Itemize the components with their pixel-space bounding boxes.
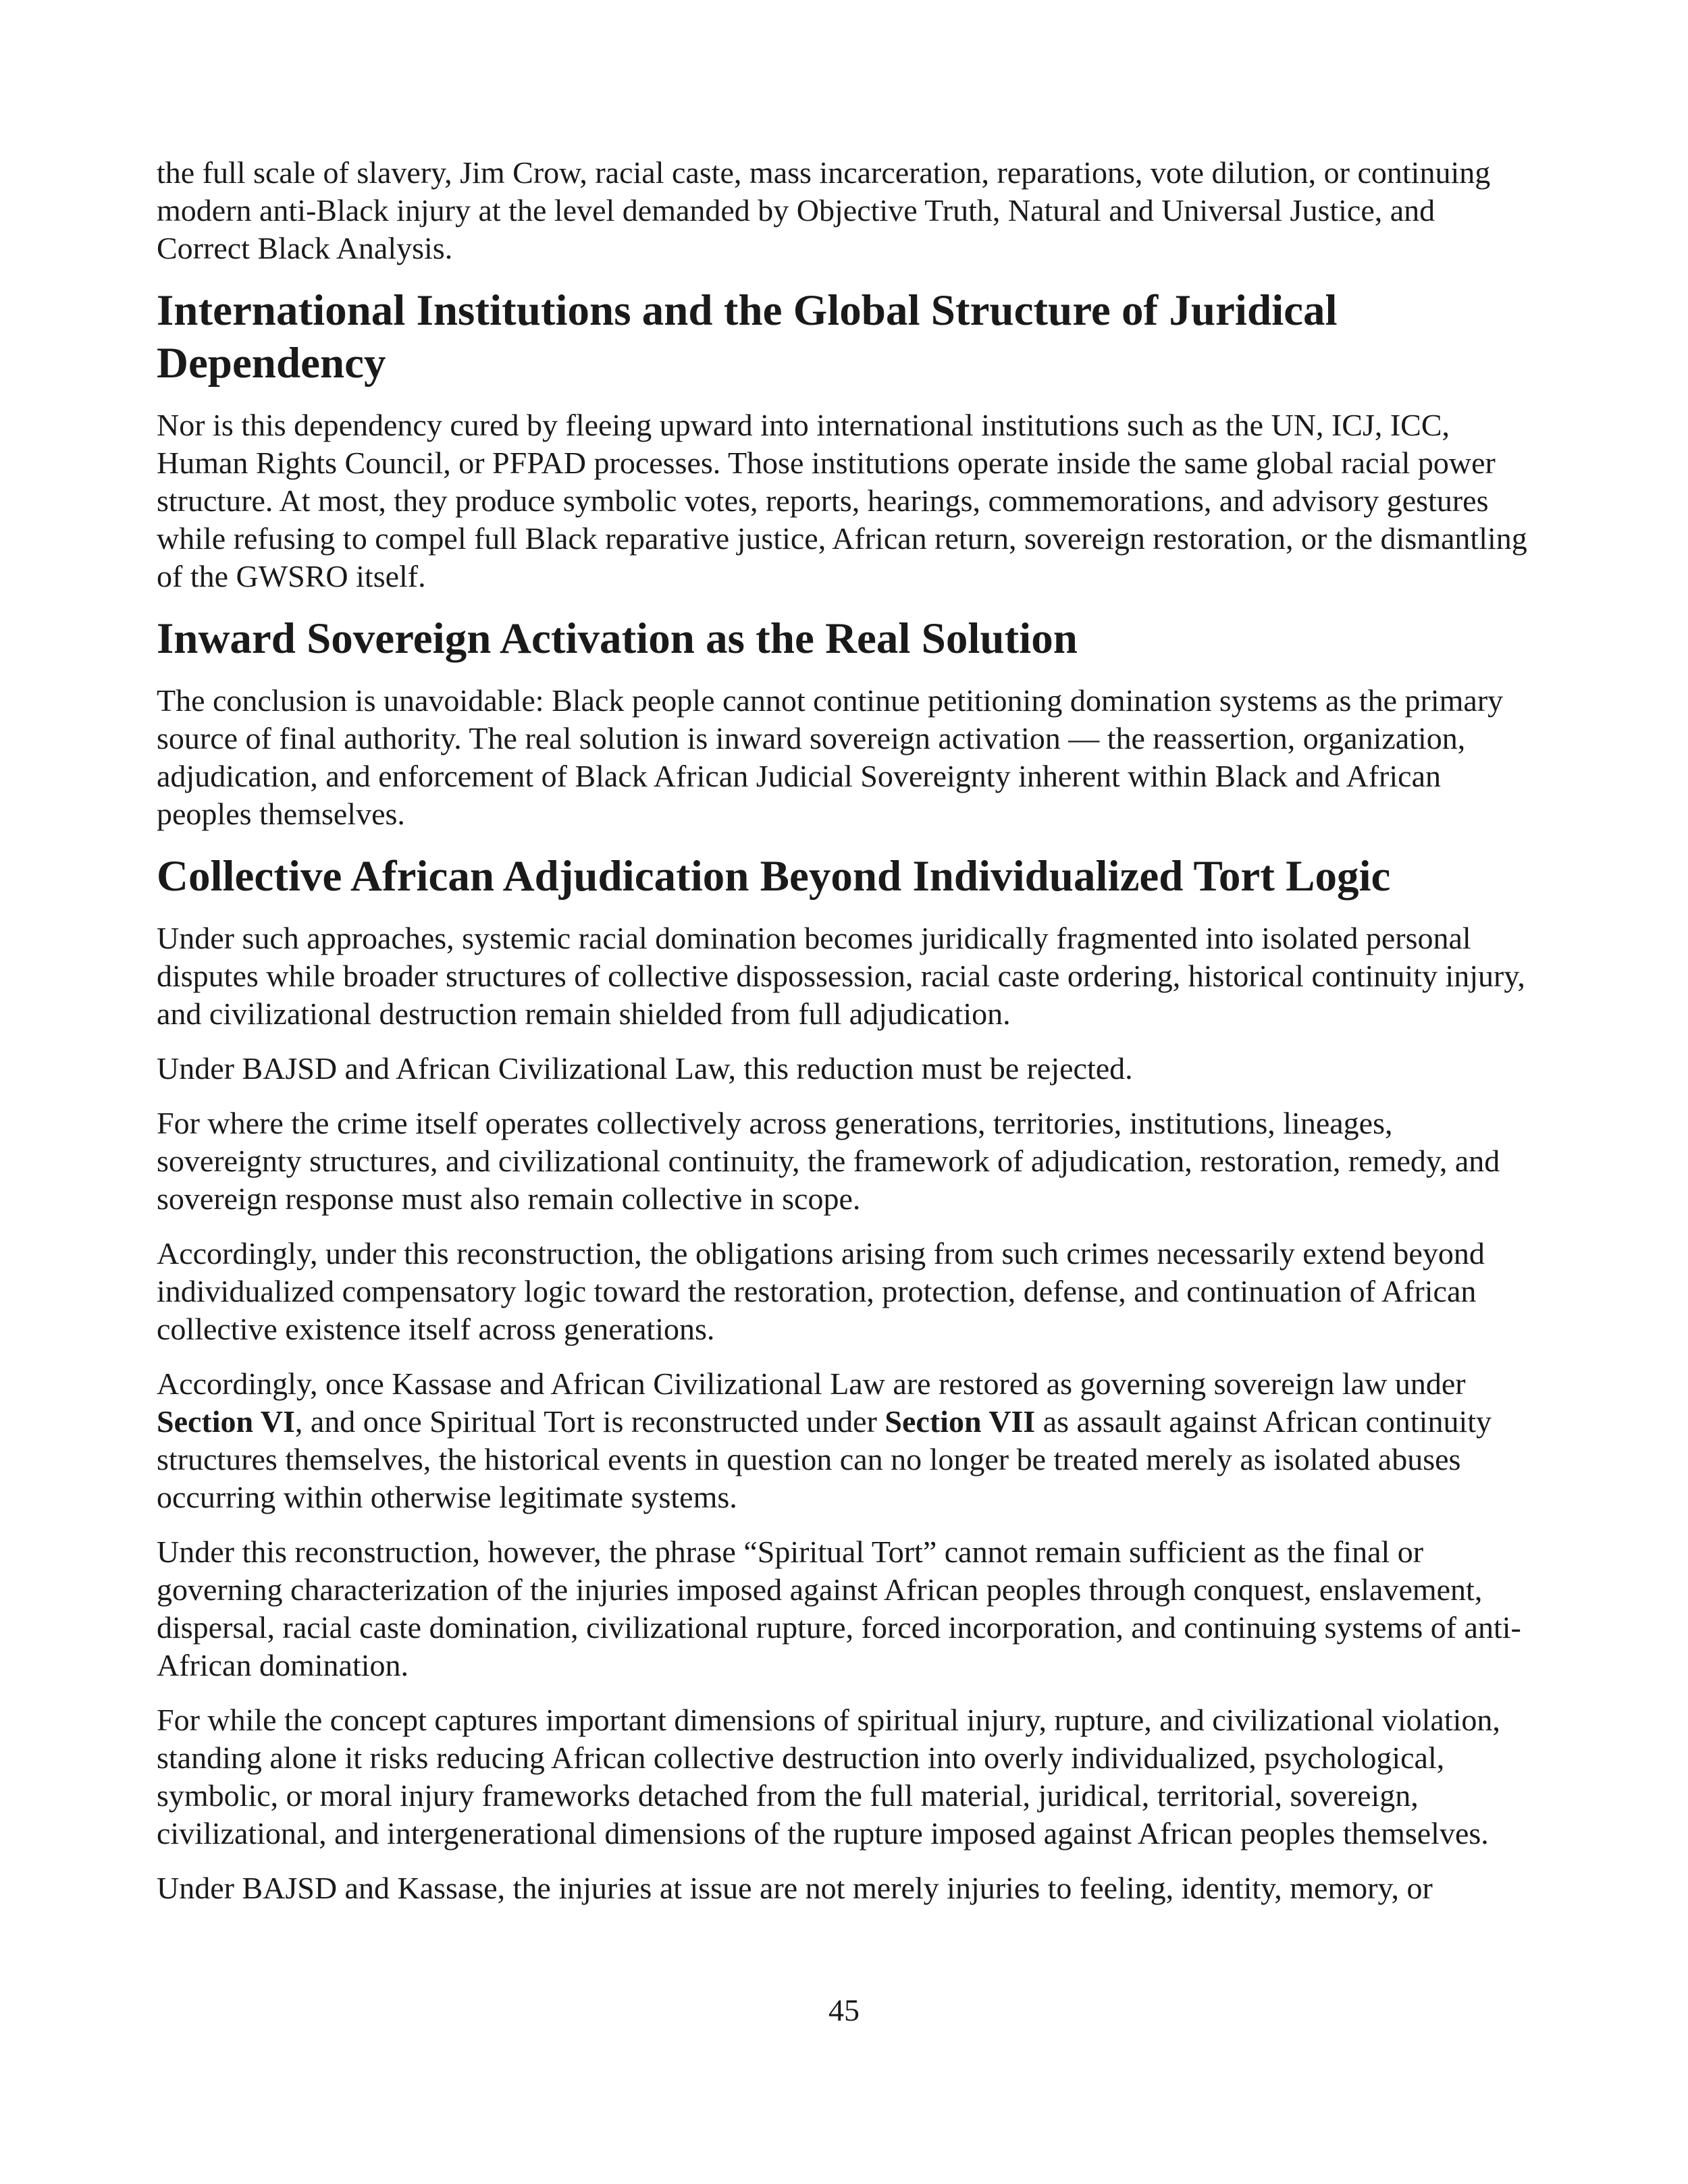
inward-sovereign-activation-paragraph: The conclusion is unavoidable: Black people cannot continue petitioning domination systems as the primary source of final authority. The real solution is inward sovereign activation — the reassertion, organization, adjudication, and enforcement of Black African Judicial Sovereignty inherent within Black and African peoples themselves. <box>157 683 1504 831</box>
collective-paragraph-1: Under such approaches, systemic racial domination becomes juridically fragmented into isolated personal disputes while broader structures of collective dispossession, racial caste ordering, historical continuity injury, and civilizational destruction remain shielded from full adjudication. <box>157 921 1525 1031</box>
intro-paragraph: the full scale of slavery, Jim Crow, racial caste, mass incarceration, reparations, vote dilution, or continuing modern anti-Black injury at the level demanded by Objective Truth, Natural and Universal Justice, and Correct Black Analysis. <box>157 155 1491 265</box>
section-vi-reference: Section VI <box>157 1404 295 1439</box>
heading-inward-sovereign-activation: Inward Sovereign Activation as the Real Solution <box>157 614 1078 663</box>
kassase-text-1: Accordingly, once Kassase and African Civilizational Law are restored as governing sovereign law under <box>157 1366 1466 1401</box>
heading-collective-african-adjudication: Collective African Adjudication Beyond Individualized Tort Logic <box>157 852 1391 901</box>
international-institutions-paragraph: Nor is this dependency cured by fleeing upward into international institutions such as the UN, ICJ, ICC, Human Rights Council, or PFPAD processes. Those institutions operate inside the same global racial power structure. At most, they produce symbolic votes, reports, hearings, commemorations, and advisory gestures while refusing to compel full Black reparative justice, African return, sovereign restoration, or the dismantling of the GWSRO itself. <box>157 408 1527 593</box>
final-paragraph: Under BAJSD and Kassase, the injuries at issue are not merely injuries to feeling, identity, memory, or <box>157 1871 1433 1905</box>
collective-paragraph-3: For where the crime itself operates collectively across generations, territories, institutions, lineages, sovereignty structures, and civilizational continuity, the framework of adjudication, restoration, remedy, and sovereign response must also remain collective in scope. <box>157 1106 1500 1216</box>
heading-international-institutions: International Institutions and the Global Structure of Juridical Dependency <box>157 286 1338 388</box>
document-body <box>157 154 1527 1924</box>
page-number: 45 <box>828 1993 860 2027</box>
collective-paragraph-4: Accordingly, under this reconstruction, the obligations arising from such crimes necessarily extend beyond individualized compensatory logic toward the restoration, protection, defense, and continuation of African collective existence itself across generations. <box>157 1236 1485 1346</box>
section-vii-reference: Section VII <box>885 1404 1036 1439</box>
kassase-text-2: , and once Spiritual Tort is reconstructed under <box>294 1404 885 1439</box>
kassase-paragraph <box>157 1365 1527 1516</box>
spiritual-tort-paragraph: Under this reconstruction, however, the phrase “Spiritual Tort” cannot remain sufficient as the final or governing characterization of the injuries imposed against African peoples through conquest, enslavement, dispersal, racial caste domination, civilizational rupture, forced incorporation, and continuing systems of anti-African domination. <box>157 1535 1521 1682</box>
kassase-text-3: as assault against African continuity structures themselves, the historical events in question can no longer be treated merely as isolated abuses occurring within otherwise legitimate systems. <box>157 1404 1492 1514</box>
concept-paragraph: For while the concept captures important dimensions of spiritual injury, rupture, and civilizational violation, standing alone it risks reducing African collective destruction into overly individualized, psychological, symbolic, or moral injury frameworks detached from the full material, juridical, territorial, sovereign, civilizational, and intergenerational dimensions of the rupture imposed against African peoples themselves. <box>157 1703 1500 1850</box>
collective-paragraph-2: Under BAJSD and African Civilizational Law, this reduction must be rejected. <box>157 1051 1133 1086</box>
